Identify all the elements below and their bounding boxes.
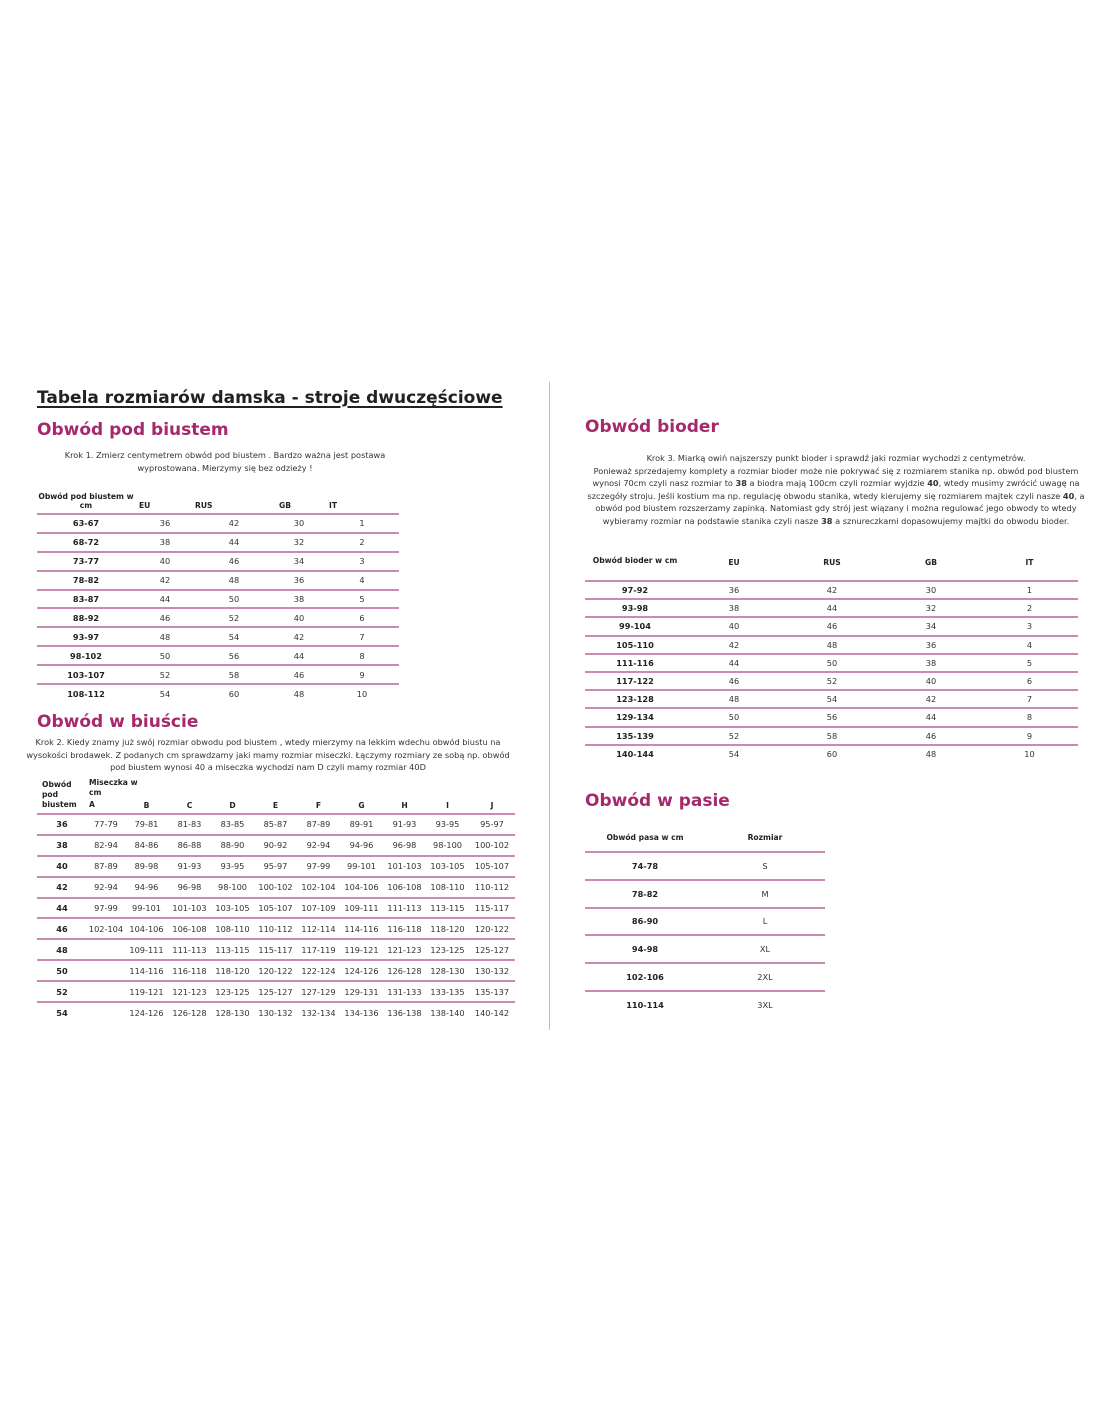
underbust-instruction: Krok 1. Zmierz centymetrem obwód pod biustem . Bardzo ważna jest postawa wyprostowana. Mierzymy się bez odzieży ! — [64, 450, 386, 473]
table-cell — [87, 939, 125, 960]
table-cell: 4 — [325, 571, 399, 590]
table-cell: 135-137 — [469, 981, 515, 1002]
table-cell: 46 — [135, 608, 195, 627]
table-cell: 128-130 — [215, 1007, 250, 1018]
table-cell: 52 — [783, 672, 881, 690]
table-cell: 90-92 — [254, 835, 297, 856]
table-cell — [87, 960, 125, 981]
table-row — [37, 533, 399, 552]
table-cell: 4 — [981, 636, 1078, 654]
table-cell: 54 — [159, 688, 171, 699]
cup-letter: E — [254, 778, 297, 814]
table-cell: 60 — [228, 688, 240, 699]
table-cell: 109-111 — [340, 898, 383, 919]
table-cell: 92-94 — [297, 835, 340, 856]
table-cell: 116-118 — [383, 918, 426, 939]
table-row — [585, 880, 825, 908]
table-row — [585, 581, 1078, 599]
table-cell: 10 — [1024, 749, 1035, 760]
column-header: GB — [273, 484, 325, 514]
table-row — [585, 852, 825, 880]
cup-letter: H — [383, 778, 426, 814]
cup-label: Miseczka w cm — [89, 778, 138, 797]
row-key-cell: 46 — [37, 918, 87, 939]
column-header: RUS — [783, 540, 881, 581]
table-cell: 40 — [135, 552, 195, 571]
cup-letter: D — [211, 778, 254, 814]
cup-letter: B — [125, 778, 168, 814]
cup-letter: G — [340, 778, 383, 814]
row-key-cell: 38 — [37, 835, 87, 856]
table-cell: 48 — [293, 688, 305, 699]
cup-column-header — [87, 778, 138, 814]
table-cell: 44 — [273, 646, 325, 665]
table-cell: 50 — [135, 646, 195, 665]
table-cell: 131-133 — [383, 981, 426, 1002]
hips-table — [585, 540, 1078, 763]
table-cell: 6 — [325, 608, 399, 627]
table-row — [37, 898, 515, 919]
table-cell: 54 — [783, 690, 881, 708]
table-cell: 36 — [135, 514, 195, 533]
table-cell: 1 — [981, 581, 1078, 599]
table-cell: 95-97 — [254, 856, 297, 877]
table-cell: 121-123 — [383, 939, 426, 960]
underbust-heading: Obwód pod biustem — [37, 420, 229, 440]
table-row — [585, 617, 1078, 635]
table-cell: 81-83 — [168, 814, 211, 835]
row-key-cell: 73-77 — [37, 552, 135, 571]
table-cell: 42 — [783, 581, 881, 599]
table-cell: 126-128 — [172, 1007, 207, 1018]
table-row — [585, 745, 1078, 763]
table-cell: 2 — [981, 599, 1078, 617]
table-cell: 125-127 — [469, 939, 515, 960]
row-key-cell: 36 — [37, 814, 87, 835]
table-cell: 133-135 — [426, 981, 469, 1002]
row-key-cell: 93-97 — [37, 627, 135, 646]
table-cell: 48 — [195, 571, 273, 590]
table-cell: 38 — [135, 533, 195, 552]
table-row — [37, 514, 399, 533]
table-cell: 111-113 — [168, 939, 211, 960]
table-cell: 8 — [325, 646, 399, 665]
table-cell: 46 — [783, 617, 881, 635]
table-cell: 2XL — [705, 963, 825, 991]
table-cell: 40 — [685, 617, 783, 635]
table-row — [585, 727, 1078, 745]
table-cell: 118-120 — [426, 918, 469, 939]
row-key-cell: 123-128 — [585, 690, 685, 708]
table-cell: 38 — [881, 654, 981, 672]
table-cell: 97-99 — [297, 856, 340, 877]
table-cell: 9 — [325, 665, 399, 684]
column-header: GB — [881, 540, 981, 581]
table-row — [37, 877, 515, 898]
table-cell: XL — [705, 935, 825, 963]
table-cell: 54 — [195, 627, 273, 646]
cup-letter: J — [469, 778, 515, 814]
table-cell: 46 — [685, 672, 783, 690]
table-cell: 134-136 — [344, 1007, 379, 1018]
table-cell: 91-93 — [168, 856, 211, 877]
column-header: EU — [135, 484, 195, 514]
cup-letter: I — [426, 778, 469, 814]
row-key-cell: 74-78 — [585, 852, 705, 880]
table-cell: 106-108 — [383, 877, 426, 898]
table-cell: 5 — [325, 590, 399, 609]
table-cell: 96-98 — [383, 835, 426, 856]
table-cell: 115-117 — [254, 939, 297, 960]
table-row — [585, 708, 1078, 726]
table-cell: 32 — [881, 599, 981, 617]
table-cell: 48 — [685, 690, 783, 708]
table-cell: 3 — [325, 552, 399, 571]
column-header: IT — [981, 540, 1078, 581]
table-cell: 88-90 — [211, 835, 254, 856]
column-header: Rozmiar — [705, 826, 825, 852]
row-key-cell: 68-72 — [37, 533, 135, 552]
table-cell: 123-125 — [211, 981, 254, 1002]
table-cell: 100-102 — [469, 835, 515, 856]
table-row — [585, 690, 1078, 708]
row-key-cell: 97-92 — [585, 581, 685, 599]
table-cell: 3XL — [757, 1000, 773, 1011]
table-cell: 124-126 — [340, 960, 383, 981]
table-cell: S — [705, 852, 825, 880]
table-cell: 98-100 — [211, 877, 254, 898]
column-header: IT — [325, 484, 399, 514]
row-key-cell: 140-144 — [616, 749, 654, 760]
row-key-cell: 99-104 — [585, 617, 685, 635]
table-cell: 115-117 — [469, 898, 515, 919]
table-cell: 34 — [881, 617, 981, 635]
table-cell: 102-104 — [297, 877, 340, 898]
table-cell: 98-100 — [426, 835, 469, 856]
table-cell: 58 — [195, 665, 273, 684]
table-row — [585, 908, 825, 936]
row-key-cell: 50 — [37, 960, 87, 981]
row-key-cell: 83-87 — [37, 590, 135, 609]
table-cell: 95-97 — [469, 814, 515, 835]
table-cell: 86-88 — [168, 835, 211, 856]
table-row — [37, 552, 399, 571]
table-cell: 104-106 — [125, 918, 168, 939]
table-row — [37, 608, 399, 627]
table-cell: 36 — [685, 581, 783, 599]
table-cell: 58 — [783, 727, 881, 745]
table-row — [585, 672, 1078, 690]
table-cell: 50 — [685, 708, 783, 726]
row-key-cell: 103-107 — [37, 665, 135, 684]
table-cell: 1 — [325, 514, 399, 533]
table-cell: 91-93 — [383, 814, 426, 835]
hips-instruction — [582, 452, 1090, 527]
table-cell: 56 — [195, 646, 273, 665]
row-key-cell: 117-122 — [585, 672, 685, 690]
row-key-cell: 54 — [56, 1007, 68, 1018]
table-cell: 114-116 — [125, 960, 168, 981]
table-cell: 54 — [728, 749, 740, 760]
table-cell: 84-86 — [125, 835, 168, 856]
table-cell: 46 — [881, 727, 981, 745]
row-key-cell: 94-98 — [585, 935, 705, 963]
table-cell: 109-111 — [125, 939, 168, 960]
waist-table — [585, 826, 825, 1019]
table-cell: 110-112 — [254, 918, 297, 939]
table-cell: 36 — [273, 571, 325, 590]
table-cell: 52 — [685, 727, 783, 745]
hips-explanation: Ponieważ sprzedajemy komplety a rozmiar bioder może nie pokrywać się z rozmiarem stanika np. obwód pod biustem wynosi 70cm czyli nasz rozmiar to 38 a biodra mają 100cm czyli rozmiar wyjdzie 40, wtedy musimy zwrócić uwagę na szczegóły stroju. Jeśli kostium ma np. regulację obwodu stanika, wtedy kierujemy się rozmiarem majtek czyli nasze 40, a obwód pod biustem rozszerzamy zapinką. Natomiast gdy strój jest wiązany i można regulować jego obwody to wtedy wybieramy rozmiar na podstawie stanika czyli nasze 38 a sznureczkami dopasowujemy majtki do obwodu bioder. — [587, 465, 1085, 526]
table-cell: 5 — [981, 654, 1078, 672]
table-row — [585, 991, 825, 1019]
table-cell: 7 — [981, 690, 1078, 708]
table-cell — [87, 981, 125, 1002]
table-cell: 101-103 — [383, 856, 426, 877]
table-cell: 93-95 — [211, 856, 254, 877]
table-row — [585, 935, 825, 963]
row-key-cell: 93-98 — [585, 599, 685, 617]
table-cell: 105-107 — [254, 898, 297, 919]
page-title: Tabela rozmiarów damska - stroje dwuczęściowe — [37, 388, 503, 408]
row-key-cell: 111-116 — [585, 654, 685, 672]
table-cell: 36 — [881, 636, 981, 654]
table-cell: 82-94 — [87, 835, 125, 856]
table-row — [37, 939, 515, 960]
table-cell: 3 — [981, 617, 1078, 635]
table-cell: 9 — [981, 727, 1078, 745]
column-header: EU — [685, 540, 783, 581]
table-cell: 42 — [881, 690, 981, 708]
cup-letter: F — [297, 778, 340, 814]
row-key-cell: 78-82 — [585, 880, 705, 908]
table-row — [37, 856, 515, 877]
bust-table — [37, 778, 515, 1023]
table-cell: 48 — [925, 749, 937, 760]
column-header: RUS — [195, 484, 273, 514]
table-cell: 34 — [273, 552, 325, 571]
table-cell: 38 — [273, 590, 325, 609]
table-row — [37, 960, 515, 981]
underbust-table — [37, 484, 399, 703]
table-cell: 129-131 — [340, 981, 383, 1002]
table-cell: 112-114 — [297, 918, 340, 939]
table-cell: 94-96 — [340, 835, 383, 856]
table-cell: 123-125 — [426, 939, 469, 960]
row-key-cell: 98-102 — [37, 646, 135, 665]
row-key-cell: 42 — [37, 877, 87, 898]
row-key-cell: 110-114 — [626, 1000, 664, 1011]
row-key-cell: 135-139 — [585, 727, 685, 745]
table-cell: 127-129 — [297, 981, 340, 1002]
table-cell: 120-122 — [254, 960, 297, 981]
table-cell: 83-85 — [211, 814, 254, 835]
table-cell: 48 — [135, 627, 195, 646]
column-divider — [549, 382, 550, 1030]
table-cell: M — [705, 880, 825, 908]
hips-heading: Obwód bioder — [585, 417, 719, 437]
column-header: Obwód pod biustem w cm — [37, 484, 135, 514]
row-key-cell: 48 — [37, 939, 87, 960]
row-key-cell: 102-106 — [585, 963, 705, 991]
size-column-header: Obwód pod biustem — [37, 778, 87, 814]
row-key-cell: 52 — [37, 981, 87, 1002]
table-row — [37, 571, 399, 590]
table-cell: 48 — [783, 636, 881, 654]
table-cell: 105-107 — [469, 856, 515, 877]
table-row — [585, 599, 1078, 617]
row-key-cell: 78-82 — [37, 571, 135, 590]
table-cell: 104-106 — [340, 877, 383, 898]
table-cell: 113-115 — [211, 939, 254, 960]
table-cell: 106-108 — [168, 918, 211, 939]
table-cell: 7 — [325, 627, 399, 646]
cup-letter: A — [89, 800, 95, 809]
table-cell: 42 — [273, 627, 325, 646]
table-cell: 103-105 — [426, 856, 469, 877]
table-cell: 130-132 — [258, 1007, 293, 1018]
table-cell: 128-130 — [426, 960, 469, 981]
table-row — [37, 646, 399, 665]
row-key-cell: 63-67 — [37, 514, 135, 533]
table-cell: 116-118 — [168, 960, 211, 981]
table-cell: 119-121 — [125, 981, 168, 1002]
table-cell: 56 — [783, 708, 881, 726]
bust-heading: Obwód w biuście — [37, 712, 199, 732]
table-cell: 30 — [273, 514, 325, 533]
table-row — [585, 636, 1078, 654]
table-cell: 30 — [881, 581, 981, 599]
column-header: Obwód bioder w cm — [585, 540, 685, 581]
table-cell: 103-105 — [211, 898, 254, 919]
table-row — [37, 918, 515, 939]
table-cell: 93-95 — [426, 814, 469, 835]
table-cell: 111-113 — [383, 898, 426, 919]
table-cell: 96-98 — [168, 877, 211, 898]
row-key-cell: 105-110 — [585, 636, 685, 654]
table-cell: 120-122 — [469, 918, 515, 939]
table-cell: 60 — [826, 749, 838, 760]
table-cell: 101-103 — [168, 898, 211, 919]
table-row — [585, 654, 1078, 672]
table-cell: 85-87 — [254, 814, 297, 835]
table-cell: 8 — [981, 708, 1078, 726]
column-header: Obwód pasa w cm — [585, 826, 705, 852]
table-cell: 136-138 — [387, 1007, 422, 1018]
table-cell: 100-102 — [254, 877, 297, 898]
table-cell: 119-121 — [340, 939, 383, 960]
table-cell: 108-110 — [211, 918, 254, 939]
table-cell: 108-110 — [426, 877, 469, 898]
table-cell: 92-94 — [87, 877, 125, 898]
table-row — [37, 814, 515, 835]
waist-heading: Obwód w pasie — [585, 791, 730, 811]
table-cell: 122-124 — [297, 960, 340, 981]
table-cell: 79-81 — [125, 814, 168, 835]
table-cell: 52 — [135, 665, 195, 684]
table-cell: 140-142 — [474, 1007, 510, 1018]
table-cell: 44 — [195, 533, 273, 552]
table-cell: 42 — [195, 514, 273, 533]
table-cell: 113-115 — [426, 898, 469, 919]
table-cell: 44 — [783, 599, 881, 617]
table-cell: 121-123 — [168, 981, 211, 1002]
table-cell: 89-91 — [340, 814, 383, 835]
table-row — [37, 835, 515, 856]
table-cell: 102-104 — [87, 918, 125, 939]
table-cell: 99-101 — [125, 898, 168, 919]
table-cell: 40 — [273, 608, 325, 627]
table-cell: 118-120 — [211, 960, 254, 981]
table-cell: 99-101 — [340, 856, 383, 877]
hips-step-text: Krok 3. Miarką owiń najszerszy punkt bioder i sprawdź jaki rozmiar wychodzi z centymetrów. — [646, 453, 1026, 463]
table-cell: 44 — [135, 590, 195, 609]
table-cell: 42 — [685, 636, 783, 654]
row-key-cell: 40 — [37, 856, 87, 877]
table-cell: 32 — [273, 533, 325, 552]
table-cell: 38 — [685, 599, 783, 617]
row-key-cell: 129-134 — [585, 708, 685, 726]
table-cell — [87, 1002, 125, 1023]
table-cell: 50 — [783, 654, 881, 672]
table-cell: 97-99 — [87, 898, 125, 919]
table-cell: 6 — [981, 672, 1078, 690]
table-cell: 42 — [135, 571, 195, 590]
table-cell: 138-140 — [430, 1007, 465, 1018]
table-cell: 46 — [273, 665, 325, 684]
table-cell: 44 — [881, 708, 981, 726]
table-cell: 50 — [195, 590, 273, 609]
table-cell: 2 — [325, 533, 399, 552]
row-key-cell: 108-112 — [67, 688, 105, 699]
table-cell: 130-132 — [469, 960, 515, 981]
table-cell: 114-116 — [340, 918, 383, 939]
bust-instruction: Krok 2. Kiedy znamy już swój rozmiar obwodu pod biustem , wtedy mierzymy na lekkim wdechu obwód biustu na wysokości brodawek. Z podanych cm sprawdzamy jaki mamy rozmiar miseczki. Łączymy rozmiary ze sobą np. obwód pod biustem wynosi 40 a miseczka wychodzi nam D czyli mamy rozmiar 40D — [26, 737, 510, 772]
table-cell: 87-89 — [87, 856, 125, 877]
table-row — [37, 981, 515, 1002]
row-key-cell: 44 — [37, 898, 87, 919]
table-cell: 107-109 — [297, 898, 340, 919]
table-cell: 94-96 — [125, 877, 168, 898]
table-row — [37, 590, 399, 609]
table-cell: 10 — [356, 688, 368, 699]
table-cell: 110-112 — [469, 877, 515, 898]
table-cell: 125-127 — [254, 981, 297, 1002]
row-key-cell: 86-90 — [585, 908, 705, 936]
table-cell: 44 — [685, 654, 783, 672]
table-cell: 124-126 — [129, 1007, 164, 1018]
table-row — [37, 665, 399, 684]
table-cell: 117-119 — [297, 939, 340, 960]
table-cell: 52 — [195, 608, 273, 627]
cup-letter: C — [168, 778, 211, 814]
table-row — [37, 684, 399, 703]
table-cell: 40 — [881, 672, 981, 690]
table-row — [37, 1002, 515, 1023]
row-key-cell: 88-92 — [37, 608, 135, 627]
table-cell: 89-98 — [125, 856, 168, 877]
table-cell: 126-128 — [383, 960, 426, 981]
table-row — [37, 627, 399, 646]
table-cell: L — [705, 908, 825, 936]
table-cell: 132-134 — [301, 1007, 336, 1018]
table-cell: 87-89 — [297, 814, 340, 835]
table-cell: 77-79 — [87, 814, 125, 835]
table-cell: 46 — [195, 552, 273, 571]
table-row — [585, 963, 825, 991]
